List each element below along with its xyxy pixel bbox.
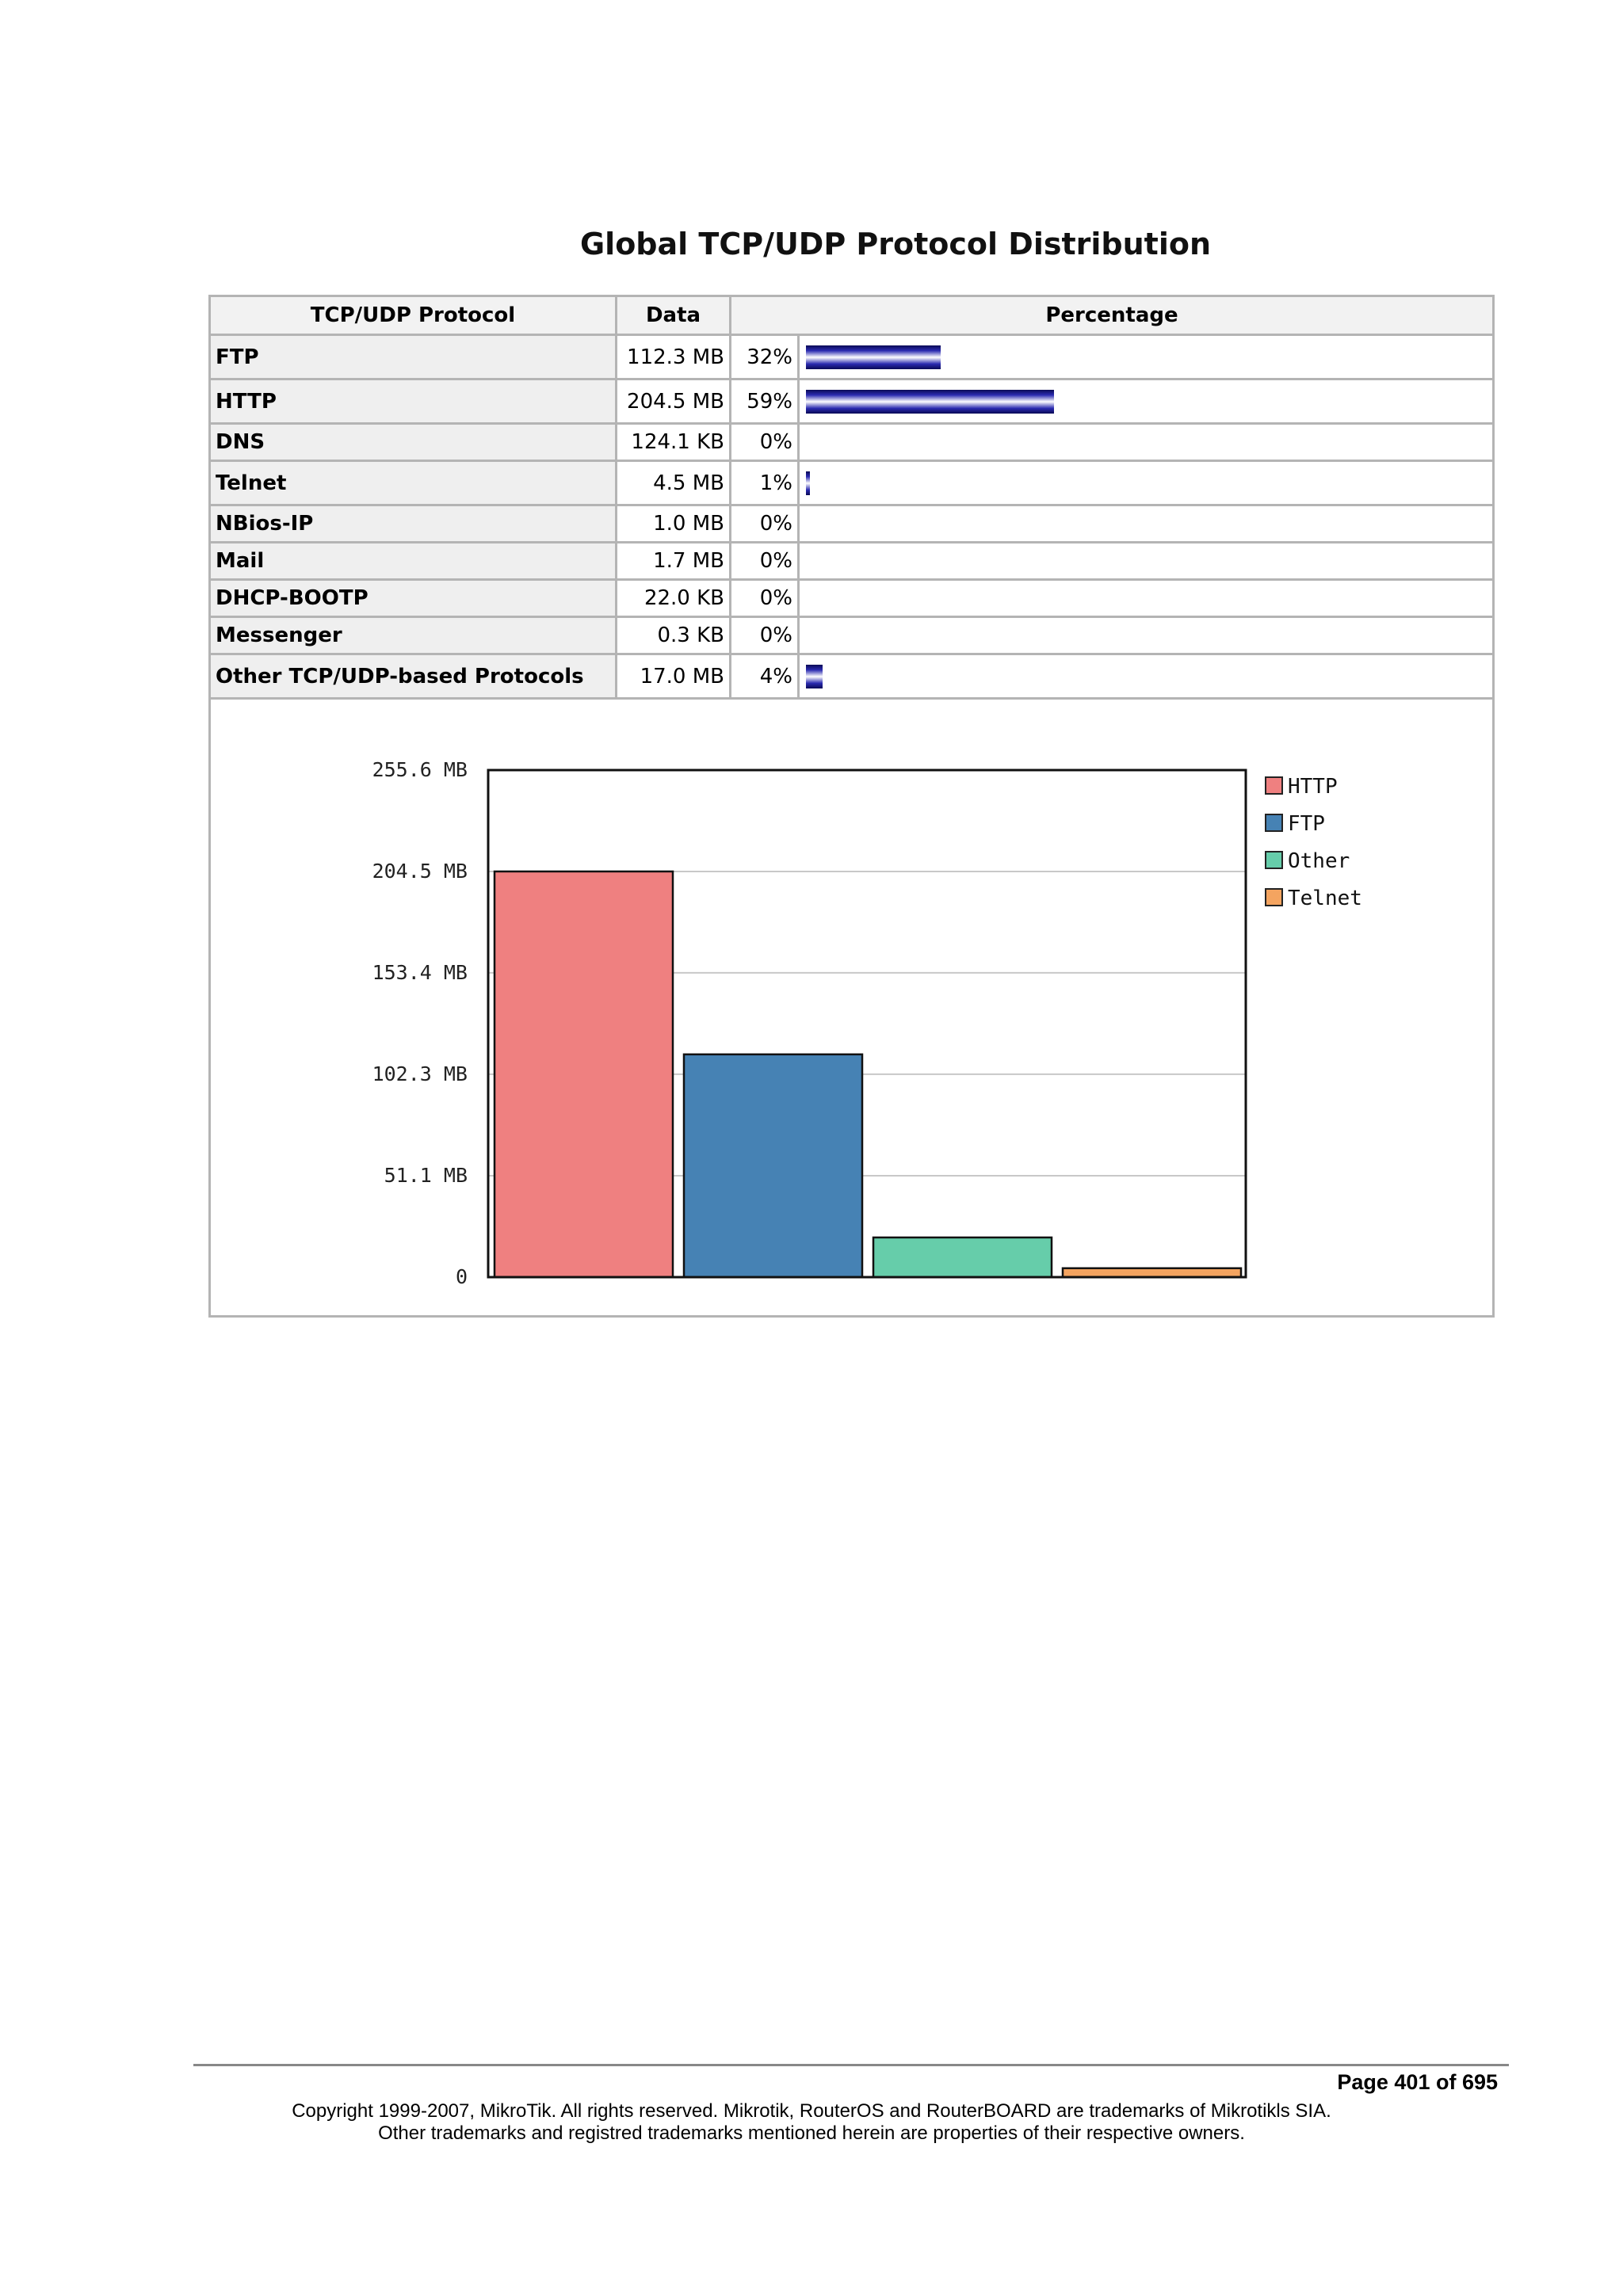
bar-other [873, 1238, 1052, 1277]
protocol-data: 204.5 MB [617, 379, 731, 424]
header-protocol: TCP/UDP Protocol [210, 296, 617, 335]
y-tick-label: 0 [455, 1265, 468, 1288]
y-tick-label: 255.6 MB [372, 758, 468, 781]
y-tick-label: 153.4 MB [372, 960, 468, 984]
percent-bar [806, 390, 1054, 414]
legend-swatch [1266, 814, 1282, 831]
protocol-data: 4.5 MB [617, 461, 731, 505]
protocol-percent: 32% [731, 335, 799, 379]
y-tick-label: 204.5 MB [372, 859, 468, 883]
protocol-name: Other TCP/UDP-based Protocols [210, 654, 617, 699]
table-row [210, 505, 1494, 543]
legend-label: Telnet [1288, 887, 1362, 910]
table-row [210, 379, 1494, 424]
protocol-percent: 1% [731, 461, 799, 505]
table-row [210, 580, 1494, 617]
protocol-data: 22.0 KB [617, 580, 731, 617]
percent-bar-cell [799, 379, 1494, 424]
legend-swatch [1266, 852, 1282, 868]
legend-swatch [1266, 889, 1282, 906]
bar-ftp [684, 1055, 862, 1277]
bar-http [495, 871, 673, 1277]
protocol-table-body [210, 335, 1494, 699]
header-data: Data [617, 296, 731, 335]
protocol-percent: 0% [731, 505, 799, 543]
protocol-data: 112.3 MB [617, 335, 731, 379]
table-row [210, 617, 1494, 654]
protocol-bar-chart [211, 719, 1492, 1315]
percent-bar-cell [799, 424, 1494, 461]
bar-telnet [1063, 1268, 1241, 1277]
protocol-percent: 59% [731, 379, 799, 424]
table-row [210, 461, 1494, 505]
protocol-data: 1.0 MB [617, 505, 731, 543]
protocol-percent: 0% [731, 543, 799, 580]
percent-bar [806, 471, 810, 495]
footer-divider [193, 2064, 1509, 2066]
protocol-data: 0.3 KB [617, 617, 731, 654]
table-header-row [210, 296, 1494, 335]
protocol-percent: 4% [731, 654, 799, 699]
copyright-line-2: Other trademarks and registred trademarks mentioned herein are properties of their respective owners. [378, 2122, 1245, 2144]
protocol-name: FTP [210, 335, 617, 379]
report-title: Global TCP/UDP Protocol Distribution [579, 227, 1211, 261]
table-row [210, 335, 1494, 379]
percent-bar [806, 665, 823, 688]
protocol-data: 124.1 KB [617, 424, 731, 461]
percent-bar-cell [799, 654, 1494, 699]
protocol-percent: 0% [731, 424, 799, 461]
protocol-percent: 0% [731, 580, 799, 617]
y-tick-label: 102.3 MB [372, 1062, 468, 1085]
protocol-data: 17.0 MB [617, 654, 731, 699]
protocol-data: 1.7 MB [617, 543, 731, 580]
legend-label: Other [1288, 849, 1350, 873]
legend-label: FTP [1288, 812, 1325, 836]
header-percentage: Percentage [731, 296, 1494, 335]
protocol-name: HTTP [210, 379, 617, 424]
percent-bar-cell [799, 580, 1494, 617]
percent-bar-cell [799, 505, 1494, 543]
copyright-line-1: Copyright 1999-2007, MikroTik. All rights reserved. Mikrotik, RouterOS and RouterBOARD are trademarks of Mikrotikls SIA. [292, 2100, 1331, 2122]
table-row [210, 654, 1494, 699]
page-number: Page 401 of 695 [1337, 2070, 1498, 2094]
percent-bar-cell [799, 461, 1494, 505]
percent-bar-cell [799, 543, 1494, 580]
y-tick-label: 51.1 MB [384, 1164, 468, 1188]
protocol-name: NBios-IP [210, 505, 617, 543]
table-row [210, 424, 1494, 461]
percent-bar [806, 345, 941, 369]
legend-swatch [1266, 777, 1282, 794]
protocol-name: DHCP-BOOTP [210, 580, 617, 617]
percent-bar-cell [799, 617, 1494, 654]
table-row [210, 543, 1494, 580]
protocol-name: Messenger [210, 617, 617, 654]
legend-label: HTTP [1288, 775, 1338, 799]
protocol-percent: 0% [731, 617, 799, 654]
copyright-notice [0, 2100, 1623, 2145]
protocol-name: Telnet [210, 461, 617, 505]
percent-bar-cell [799, 335, 1494, 379]
protocol-name: Mail [210, 543, 617, 580]
protocol-table [208, 295, 1495, 700]
protocol-name: DNS [210, 424, 617, 461]
